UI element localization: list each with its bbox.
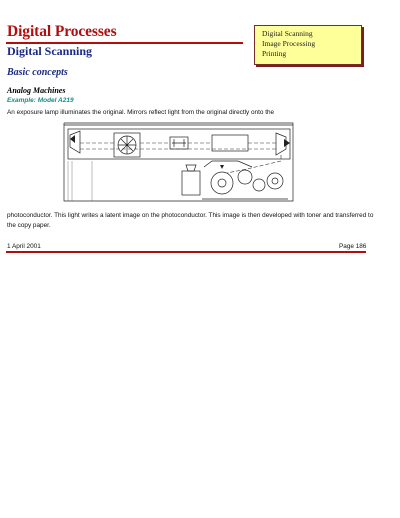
- section-title: Digital Scanning: [7, 44, 93, 58]
- topic-link-printing[interactable]: Printing: [262, 49, 287, 58]
- topic-link-digital-scanning[interactable]: Digital Scanning: [262, 29, 313, 38]
- footer-date: 1 April 2001: [7, 243, 41, 250]
- page-title: Digital Processes: [7, 23, 117, 40]
- footer-page-number: Page 186: [339, 243, 367, 250]
- example-label: Example: Model A219: [7, 97, 74, 104]
- topics-box: [254, 25, 362, 65]
- subsection-title: Basic concepts: [7, 67, 68, 78]
- paragraph-exposure: An exposure lamp illuminates the original. Mirrors reflect light from the original directly onto the: [7, 109, 275, 116]
- footer-rule: [6, 251, 366, 253]
- analog-machines-heading: Analog Machines: [7, 86, 66, 95]
- paragraph-photoconductor: photoconductor. This light writes a latent image on the photoconductor. This image is then developed with toner and transferred to the copy paper.: [7, 212, 374, 229]
- copier-cross-section-diagram: [62, 121, 295, 207]
- topic-link-image-processing[interactable]: Image Processing: [262, 39, 316, 48]
